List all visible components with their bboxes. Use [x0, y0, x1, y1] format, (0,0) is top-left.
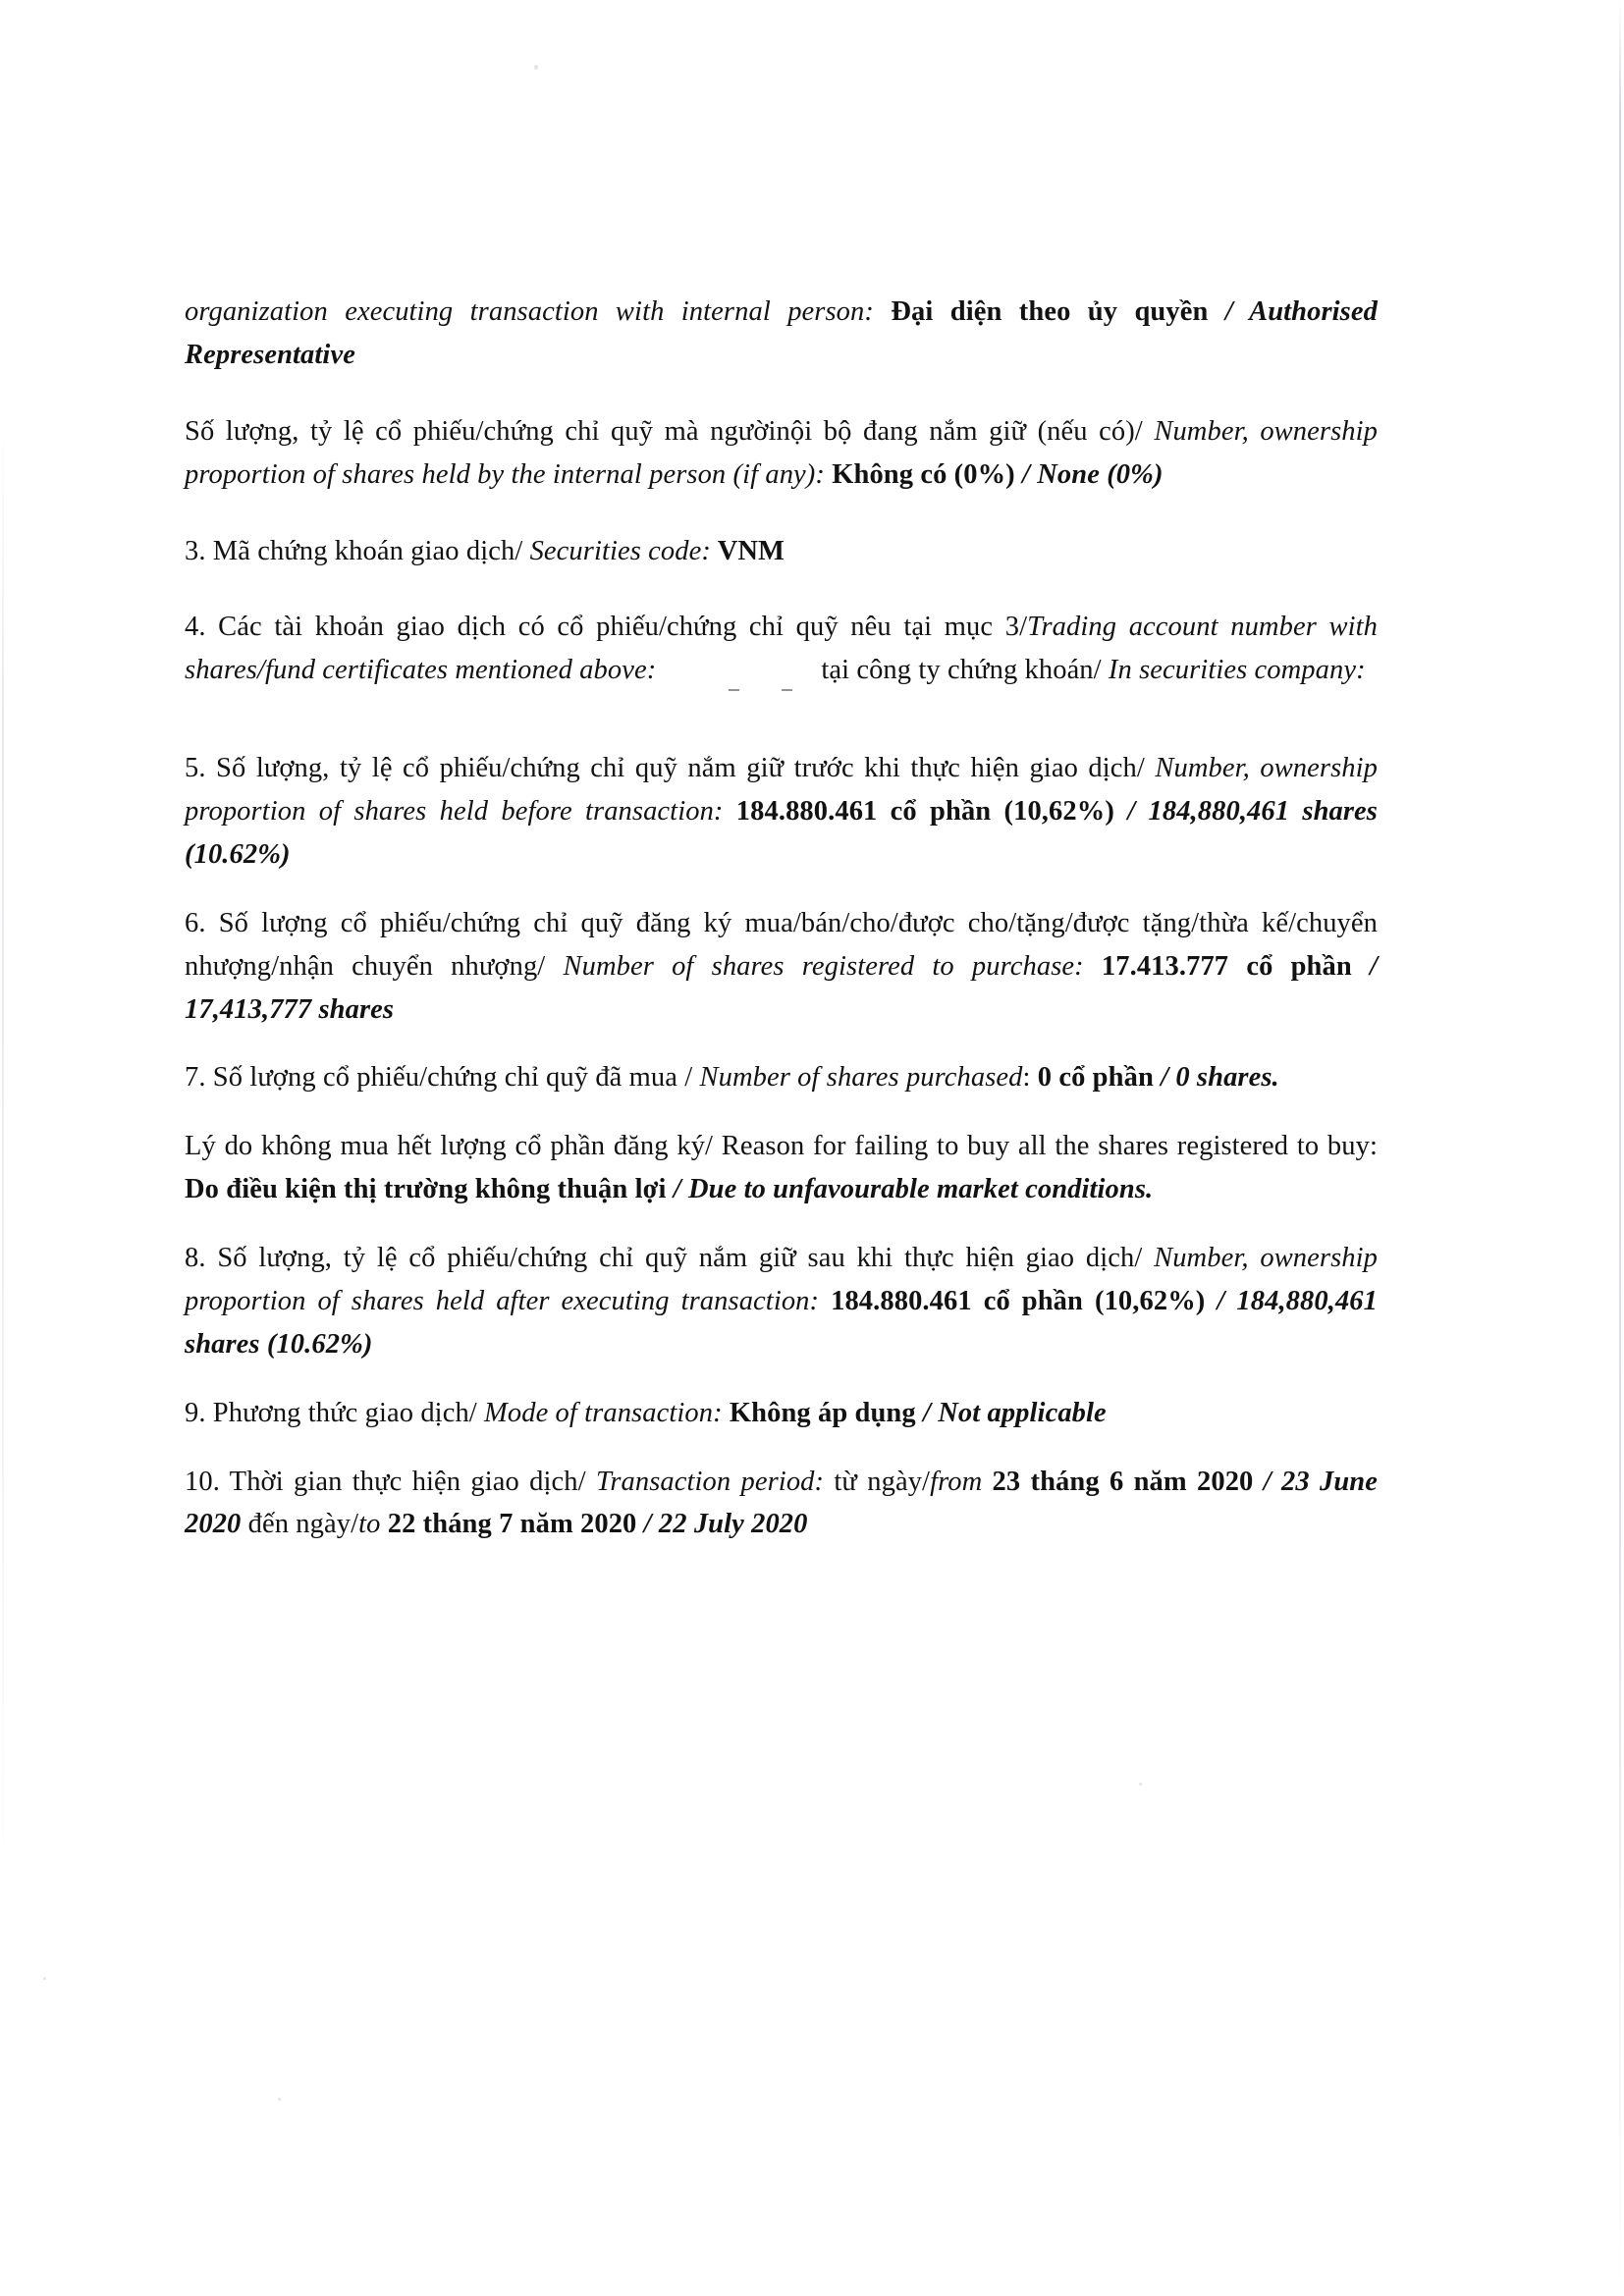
- item-9-value-vi: Không áp dụng: [722, 1397, 916, 1428]
- item-6-separator: /: [1351, 950, 1378, 982]
- item-6-label-en: Number of shares registered to purchase:: [545, 950, 1084, 982]
- reason-separator: /: [666, 1174, 688, 1205]
- item-6-value-en: 17,413,777 shares: [185, 993, 395, 1025]
- item-4-label-en: Trading account number with shares/fund certificates mentioned above:: [185, 612, 1378, 686]
- item-10-separator-2: /: [636, 1509, 659, 1540]
- item-4-trading-account-number: [185, 606, 1378, 692]
- internal-holding-label-vi: Số lượng, tỷ lệ cổ phiếu/chứng chỉ quỹ mà ngườinội bộ đang nắm giữ (nếu có)/: [185, 415, 1143, 447]
- item-7-value-vi: 0 cổ phần: [1030, 1062, 1154, 1094]
- paragraph-reason-for-failing-to-buy: [185, 1125, 1378, 1211]
- item-8-value-vi: 184.880.461 cổ phần (10,62%): [819, 1285, 1206, 1316]
- scan-edge-artifact-left: [2, 422, 4, 1895]
- paragraph-authorised-representative: [185, 291, 1378, 377]
- item-7-colon: :: [1022, 1062, 1031, 1094]
- representative-value-vi: Đại diện theo ủy quyền: [873, 296, 1209, 327]
- item-10-label-vi: 10. Thời gian thực hiện giao dịch/: [185, 1466, 586, 1497]
- item-9-label-en: Mode of transaction:: [476, 1397, 723, 1428]
- item-10-separator-1: /: [1253, 1466, 1281, 1497]
- internal-holding-separator: /: [1014, 458, 1038, 490]
- redaction-mark: [782, 689, 792, 691]
- item-10-to-date-en: 22 July 2020: [658, 1509, 808, 1540]
- reason-value-en: Due to unfavourable market conditions.: [687, 1174, 1154, 1205]
- item-9-value-en: Not applicable: [938, 1397, 1107, 1428]
- item-5-value-en: 184,880,461 shares (10.62%): [185, 796, 1378, 870]
- scan-edge-artifact-right: [1619, 0, 1621, 2296]
- item-5-label-vi: 5. Số lượng, tỷ lệ cổ phiếu/chứng chỉ quỹ nắm giữ trước khi thực hiện giao dịch/: [185, 753, 1145, 784]
- representative-value-en: Authorised Representative: [185, 296, 1378, 370]
- item-7-label-vi: 7. Số lượng cổ phiếu/chứng chỉ quỹ đã mua /: [185, 1062, 693, 1094]
- reason-label-vi: Lý do không mua hết lượng cổ phần đăng ký/: [185, 1131, 714, 1162]
- item-10-label-en: Transaction period:: [585, 1466, 825, 1497]
- item-8-value-en: 184,880,461 shares (10.62%): [185, 1285, 1378, 1360]
- item-10-from-date-en: 23 June 2020: [185, 1466, 1378, 1540]
- item-4-label-vi: 4. Các tài khoản giao dịch có cổ phiếu/chứng chỉ quỹ nêu tại mục 3/: [185, 612, 1028, 643]
- item-5-value-vi: 184.880.461 cổ phần (10,62%): [723, 796, 1114, 827]
- item-4-label-vi-2: tại công ty chứng khoán/: [821, 655, 1102, 686]
- item-10-to-label-en: to: [358, 1509, 381, 1540]
- scan-speck: [1139, 1783, 1142, 1786]
- item-10-from-label-vi: từ ngày/: [824, 1466, 931, 1497]
- paragraph-shares-held-by-internal-person: [185, 410, 1378, 497]
- scan-speck: [278, 2098, 281, 2101]
- item-10-transaction-period: [185, 1461, 1378, 1547]
- item-4-label-en-2: In securities company:: [1101, 655, 1366, 686]
- representative-lead-italic: organization executing transaction with internal person:: [185, 296, 874, 327]
- item-10-from-label-en: from: [930, 1466, 983, 1497]
- scan-speck: [534, 65, 538, 70]
- item-10-from-date-vi: 23 tháng 6 năm 2020: [982, 1466, 1254, 1497]
- document-body: [185, 291, 1378, 1546]
- item-7-shares-purchased: [185, 1056, 1378, 1099]
- reason-value-vi: Do điều kiện thị trường không thuận lợi: [185, 1174, 667, 1205]
- item-7-value-en: 0 shares.: [1175, 1062, 1279, 1094]
- item-3-label-vi: 3. Mã chứng khoán giao dịch/: [185, 535, 523, 566]
- reason-label-en: Reason for failing to buy all the shares registered to buy:: [713, 1131, 1378, 1162]
- internal-holding-value-en: None (0%): [1037, 458, 1164, 490]
- item-9-separator: /: [915, 1397, 939, 1428]
- item-8-label-vi: 8. Số lượng, tỷ lệ cổ phiếu/chứng chỉ quỹ nắm giữ sau khi thực hiện giao dịch/: [185, 1243, 1143, 1273]
- scan-speck: [43, 1977, 46, 1980]
- internal-holding-label-en: Number, ownership proportion of shares held by the internal person (if any):: [185, 415, 1378, 490]
- item-9-mode-of-transaction: [185, 1392, 1378, 1435]
- item-3-label-en: Securities code:: [522, 535, 711, 566]
- internal-holding-value-vi: Không có (0%): [825, 458, 1015, 490]
- item-10-to-label-vi: đến ngày/: [241, 1509, 359, 1540]
- item-5-shares-held-before-transaction: [185, 747, 1378, 877]
- item-5-separator: /: [1113, 796, 1149, 827]
- item-10-to-date-vi: 22 tháng 7 năm 2020: [380, 1509, 637, 1540]
- item-3-value: VNM: [710, 535, 785, 566]
- item-3-securities-code: [185, 530, 1378, 573]
- item-9-label-vi: 9. Phương thức giao dịch/: [185, 1397, 477, 1428]
- redaction-mark: [729, 689, 739, 691]
- item-6-value-vi: 17.413.777 cổ phần: [1083, 950, 1352, 982]
- representative-separator: /: [1208, 296, 1250, 327]
- item-7-label-en: Number of shares purchased: [692, 1062, 1023, 1094]
- item-7-separator: /: [1153, 1062, 1176, 1094]
- item-6-label-vi: 6. Số lượng cổ phiếu/chứng chỉ quỹ đăng ký mua/bán/cho/được cho/tặng/được tặng/thừa kế/chuyển nhượng/nhận chuyển nhượng/: [185, 907, 1378, 982]
- item-5-label-en: Number, ownership proportion of shares held before transaction:: [185, 753, 1378, 827]
- item-8-shares-held-after-transaction: [185, 1237, 1378, 1366]
- item-6-shares-registered-to-purchase: [185, 902, 1378, 1032]
- item-8-separator: /: [1205, 1285, 1237, 1316]
- item-8-label-en: Number, ownership proportion of shares held after executing transaction:: [185, 1243, 1378, 1316]
